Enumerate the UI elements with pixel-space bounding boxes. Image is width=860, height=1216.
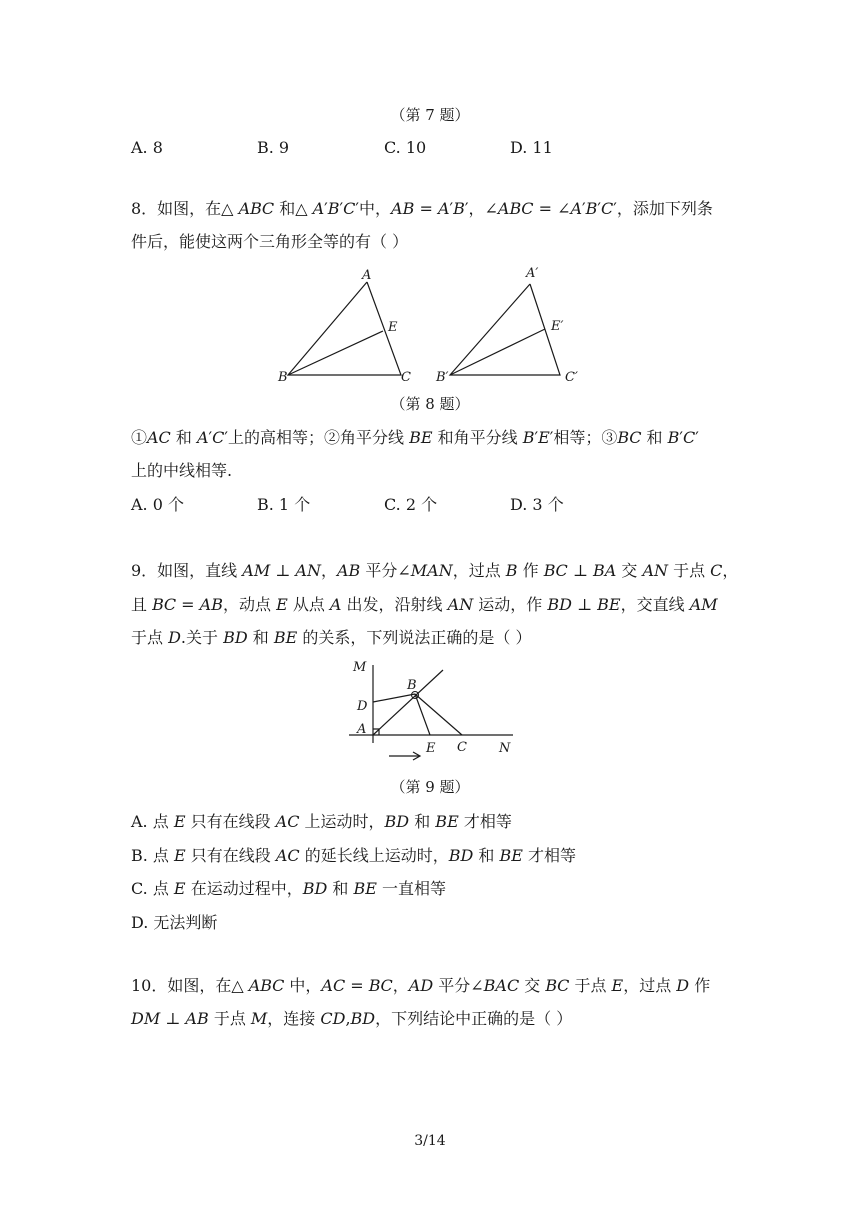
q9-option-a: A. 点 𝐸 只有在线段 𝐴𝐶 上运动时，𝐵𝐷 和 𝐵𝐸 才相等 [131,812,512,831]
q9-stem-line-2: 且 𝐵𝐶 = 𝐴𝐵，动点 𝐸 从点 𝐴 出发，沿射线 𝐴𝑁 运动，作 𝐵𝐷 ⊥ 𝐵𝐸，交直线 𝐴𝑀 [131,595,718,614]
q9-option-c: C. 点 𝐸 在运动过程中，𝐵𝐷 和 𝐵𝐸 一直相等 [131,879,446,898]
q9-option-d: D. 无法判断 [131,913,218,932]
q9-label-d: D [357,699,368,714]
q9-stem-line-1: 9．如图，直线 𝐴𝑀 ⊥ 𝐴𝑁，𝐴𝐵 平分∠𝑀𝐴𝑁，过点 𝐵 作 𝐵𝐶 ⊥ 𝐵𝐴 交 𝐴𝑁 于点 𝐶， [131,561,739,580]
q8-option-d: D. 3 个 [510,495,564,514]
q9-label-c: C [457,740,467,755]
q7-option-b: B. 9 [257,138,290,157]
q8-label-c: C [401,370,411,385]
q8-conditions-line-2: 上的中线相等. [131,461,233,480]
q9-caption: （第 9 题） [390,778,470,796]
q8-left-triangle [277,268,411,385]
q8-label-e: E [388,320,398,335]
q8-label-a-prime: A′ [526,266,539,281]
q8-option-b: B. 1 个 [257,495,311,514]
q9-label-e: E [426,741,436,756]
q9-label-b: B [407,678,417,693]
q9-label-n: N [499,741,511,756]
q10-stem-line-1: 10．如图，在△ 𝐴𝐵𝐶 中，𝐴𝐶 = 𝐵𝐶，𝐴𝐷 平分∠𝐵𝐴𝐶 交 𝐵𝐶 于点 𝐸，过点 𝐷 作 [131,976,711,995]
q7-option-a: A. 8 [131,138,163,157]
q8-conditions-line-1: ①𝐴𝐶 和 𝐴′𝐶′上的高相等；②角平分线 𝐵𝐸 和角平分线 𝐵′𝐸′相等；③𝐵𝐶 和 𝐵′𝐶′ [131,428,699,447]
q9-stem-line-3: 于点 𝐷.关于 𝐵𝐷 和 𝐵𝐸 的关系，下列说法正确的是（ ） [131,628,532,647]
q8-stem-line-2: 件后，能使这两个三角形全等的有（ ） [131,232,409,251]
page-number: 3/14 [414,1133,446,1149]
q8-label-e-prime: E′ [551,319,564,334]
q9-option-b: B. 点 𝐸 只有在线段 𝐴𝐶 的延长线上运动时，𝐵𝐷 和 𝐵𝐸 才相等 [131,846,577,865]
q8-label-b-prime: B′ [436,370,449,385]
q8-stem-line-1: 8．如图，在△ 𝐴𝐵𝐶 和△ 𝐴′𝐵′𝐶′中，𝐴𝐵 = 𝐴′𝐵′，∠𝐴𝐵𝐶 = ∠𝐴′𝐵′𝐶′，添加下列条 [131,199,713,218]
q8-figure [270,262,590,388]
q8-option-a: A. 0 个 [131,495,184,514]
q7-option-c: C. 10 [384,138,427,157]
q7-option-d: D. 11 [510,138,553,157]
q9-figure [345,655,525,767]
q9-label-a: A [357,722,367,737]
q8-label-b: B [278,370,288,385]
q7-caption: （第 7 题） [390,106,470,124]
q8-right-triangle [435,266,578,385]
q8-caption: （第 8 题） [390,395,470,413]
q10-stem-line-2: 𝐷𝑀 ⊥ 𝐴𝐵 于点 𝑀，连接 𝐶𝐷,𝐵𝐷，下列结论中正确的是（ ） [131,1009,573,1028]
q8-label-a: A [362,268,372,283]
q8-label-c-prime: C′ [565,370,578,385]
q9-label-m: M [353,660,367,675]
q8-option-c: C. 2 个 [384,495,438,514]
